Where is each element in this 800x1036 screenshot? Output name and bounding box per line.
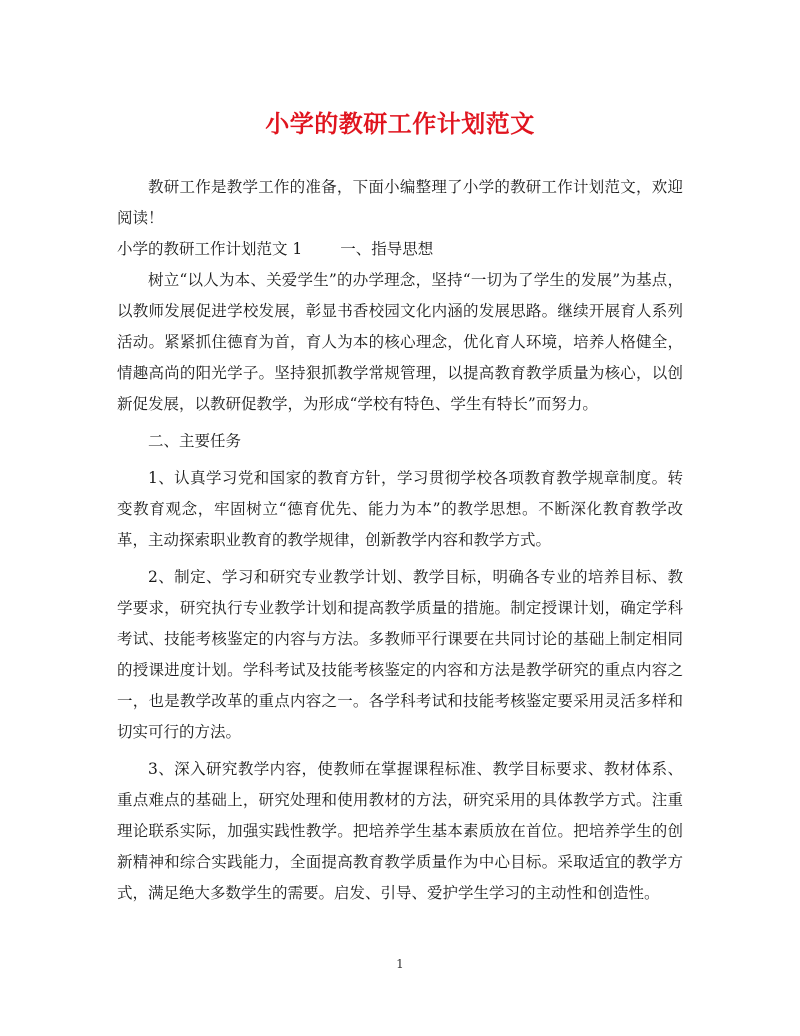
document-title: 小学的教研工作计划范文 bbox=[265, 109, 535, 138]
subheading-guiding-thought: 一、指导思想 bbox=[340, 240, 434, 258]
section-heading-line bbox=[117, 234, 683, 265]
paragraph-task-2: 2、制定、学习和研究专业教学计划、教学目标，明确各专业的培养目标、教学要求，研究执行专业教学计划和提高教学质量的措施。制定授课计划，确定学科考试、技能考核鉴定的内容与方法。多教师平行课要在共同讨论的基础上制定相同的授课进度计划。学科考试及技能考核鉴定的内容和方法是教学研究的重点内容之一，也是教学改革的重点内容之一。各学科考试和技能考核鉴定要采用灵活多样和切实可行的方法。 bbox=[117, 568, 683, 741]
paragraph-task-1: 1、认真学习党和国家的教育方针，学习贯彻学校各项教育教学规章制度。转变教育观念，牢固树立“德育优先、能力为本”的教学思想。不断深化教育教学改革，主动探索职业教育的教学规律，创新教学内容和教学方式。 bbox=[117, 469, 683, 549]
document-body bbox=[117, 172, 683, 909]
paragraph-guiding-thought: 树立“以人为本、关爱学生”的办学理念，坚持“一切为了学生的发展”为基点，以教师发展促进学校发展，彰显书香校园文化内涵的发展思路。继续开展育人系列活动。紧紧抓住德育为首，育人为本的核心理念，优化育人环境，培养人格健全，情趣高尚的阳光学子。坚持狠抓教学常规管理，以提高教育教学质量为核心，以创新促发展，以教研促教学，为形成“学校有特色、学生有特长”而努力。 bbox=[117, 271, 683, 413]
subheading-main-tasks: 二、主要任务 bbox=[148, 432, 242, 450]
page-number: 1 bbox=[396, 957, 404, 971]
intro-paragraph: 教研工作是教学工作的准备，下面小编整理了小学的教研工作计划范文，欢迎阅读！ bbox=[117, 178, 683, 227]
section-heading: 小学的教研工作计划范文 1 bbox=[117, 240, 303, 258]
paragraph-task-3: 3、深入研究教学内容，使教师在掌握课程标准、教学目标要求、教材体系、重点难点的基础上，研究处理和使用教材的方法，研究采用的具体教学方式。注重理论联系实际，加强实践性教学。把培养学生基本素质放在首位。把培养学生的创新精神和综合实践能力，全面提高教育教学质量作为中心目标。采取适宜的教学方式，满足绝大多数学生的需要。启发、引导、爱护学生学习的主动性和创造性。 bbox=[117, 760, 683, 902]
